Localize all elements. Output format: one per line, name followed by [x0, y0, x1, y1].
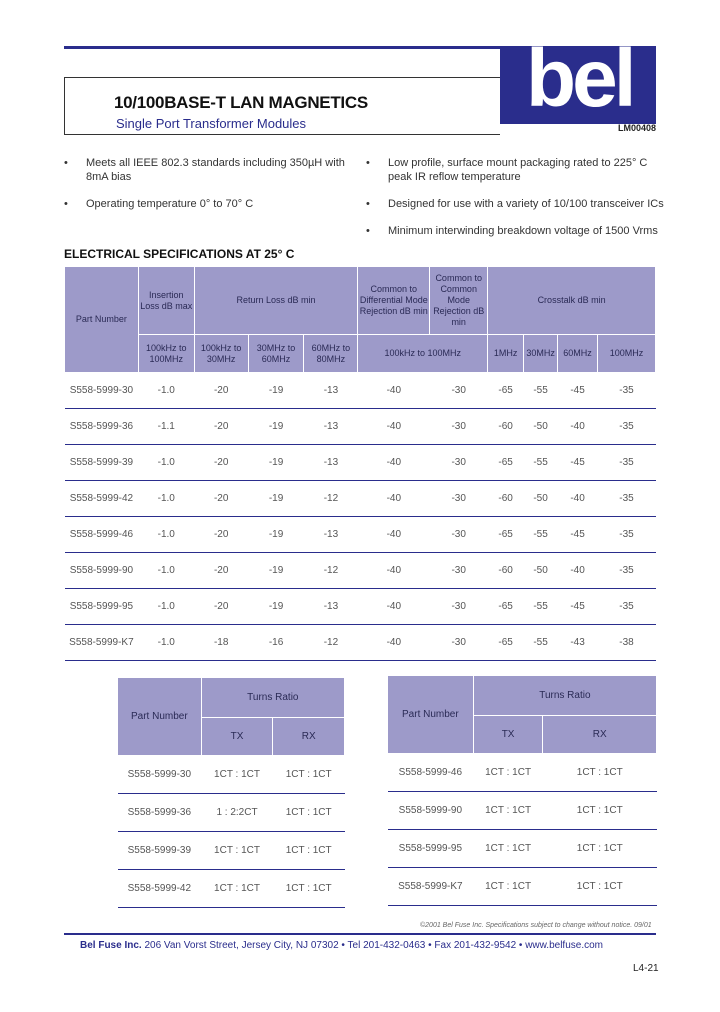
- value-cell: -30: [430, 625, 488, 661]
- value-cell: -65: [488, 625, 524, 661]
- sub-header: 30MHz: [524, 335, 558, 373]
- value-cell: -1.0: [138, 625, 194, 661]
- value-cell: -40: [358, 625, 430, 661]
- page-title: 10/100BASE-T LAN MAGNETICS: [114, 93, 368, 112]
- header-turns-ratio: Turns Ratio: [201, 678, 344, 718]
- footer-contact: [80, 940, 603, 951]
- value-cell: 1CT : 1CT: [273, 756, 345, 794]
- value-cell: -1.0: [138, 481, 194, 517]
- value-cell: -12: [304, 625, 358, 661]
- value-cell: -13: [304, 409, 358, 445]
- value-cell: -40: [358, 445, 430, 481]
- value-cell: -19: [248, 553, 304, 589]
- value-cell: -55: [524, 589, 558, 625]
- value-cell: -55: [524, 373, 558, 409]
- value-cell: -50: [524, 481, 558, 517]
- value-cell: -45: [558, 517, 598, 553]
- value-cell: -30: [430, 409, 488, 445]
- value-cell: -35: [598, 373, 656, 409]
- feature-item: • Meets all IEEE 802.3 standards including 350µH with 8mA bias: [64, 156, 354, 184]
- value-cell: -50: [524, 409, 558, 445]
- value-cell: -19: [248, 409, 304, 445]
- page-subtitle: Single Port Transformer Modules: [116, 116, 307, 131]
- value-cell: -38: [598, 625, 656, 661]
- logo-text: bel: [526, 33, 633, 124]
- table-row: [388, 754, 657, 792]
- value-cell: -13: [304, 517, 358, 553]
- value-cell: -18: [194, 625, 248, 661]
- value-cell: -40: [558, 553, 598, 589]
- value-cell: 1 : 2:2CT: [201, 794, 273, 832]
- value-cell: -35: [598, 481, 656, 517]
- value-cell: -40: [558, 481, 598, 517]
- feature-item: • Low profile, surface mount packaging rated to 225° C peak IR reflow temperature: [366, 156, 666, 184]
- value-cell: -60: [488, 481, 524, 517]
- page-number: L4-21: [633, 963, 659, 974]
- value-cell: -55: [524, 625, 558, 661]
- value-cell: -50: [524, 553, 558, 589]
- part-number-cell: S558-5999-39: [65, 445, 139, 481]
- value-cell: 1CT : 1CT: [473, 754, 543, 792]
- value-cell: -45: [558, 445, 598, 481]
- header-part-number: Part Number: [118, 678, 202, 756]
- header-return-loss: Return Loss dB min: [194, 267, 358, 335]
- value-cell: 1CT : 1CT: [543, 868, 657, 906]
- sub-header: 100kHz to 100MHz: [358, 335, 488, 373]
- value-cell: -40: [358, 373, 430, 409]
- header-part-number: Part Number: [388, 676, 474, 754]
- value-cell: -55: [524, 445, 558, 481]
- part-number-cell: S558-5999-42: [118, 870, 202, 908]
- value-cell: 1CT : 1CT: [201, 870, 273, 908]
- value-cell: -30: [430, 589, 488, 625]
- value-cell: -60: [488, 409, 524, 445]
- table-row: [65, 589, 656, 625]
- part-number-cell: S558-5999-30: [118, 756, 202, 794]
- value-cell: -35: [598, 409, 656, 445]
- value-cell: -13: [304, 445, 358, 481]
- value-cell: -55: [524, 517, 558, 553]
- value-cell: -12: [304, 553, 358, 589]
- document-code: LM00408: [618, 123, 657, 133]
- header-part-number: Part Number: [65, 267, 139, 373]
- header-tx: TX: [473, 716, 543, 754]
- features-left: [64, 156, 354, 224]
- turns-ratio-table-left: [117, 677, 345, 908]
- sub-header: 100MHz: [598, 335, 656, 373]
- value-cell: -19: [248, 517, 304, 553]
- value-cell: 1CT : 1CT: [473, 868, 543, 906]
- table-row: [388, 792, 657, 830]
- table-row: [65, 625, 656, 661]
- sub-header: 60MHz: [558, 335, 598, 373]
- header-cm-dm-rejection: Common to Differential Mode Rejection dB min: [358, 267, 430, 335]
- value-cell: -20: [194, 445, 248, 481]
- table-row: [388, 830, 657, 868]
- value-cell: -19: [248, 445, 304, 481]
- value-cell: 1CT : 1CT: [473, 792, 543, 830]
- value-cell: -45: [558, 373, 598, 409]
- table-row: [118, 756, 345, 794]
- value-cell: 1CT : 1CT: [473, 830, 543, 868]
- electrical-spec-table: [64, 266, 656, 661]
- value-cell: -1.0: [138, 373, 194, 409]
- part-number-cell: S558-5999-K7: [65, 625, 139, 661]
- table-row: [65, 409, 656, 445]
- company-name: Bel Fuse Inc.: [80, 940, 142, 951]
- header-crosstalk: Crosstalk dB min: [488, 267, 656, 335]
- value-cell: -35: [598, 589, 656, 625]
- value-cell: 1CT : 1CT: [543, 754, 657, 792]
- value-cell: -35: [598, 445, 656, 481]
- header-rx: RX: [543, 716, 657, 754]
- copyright-note: ©2001 Bel Fuse Inc. Specifications subject to change without notice. 09/01: [420, 922, 652, 929]
- header-tx: TX: [201, 718, 273, 756]
- value-cell: -35: [598, 553, 656, 589]
- value-cell: -20: [194, 373, 248, 409]
- value-cell: -30: [430, 481, 488, 517]
- header-insertion-loss: Insertion Loss dB max: [138, 267, 194, 335]
- value-cell: -20: [194, 553, 248, 589]
- section-title: ELECTRICAL SPECIFICATIONS AT 25° C: [64, 247, 295, 261]
- sub-header: 1MHz: [488, 335, 524, 373]
- value-cell: -19: [248, 481, 304, 517]
- value-cell: -40: [358, 517, 430, 553]
- value-cell: 1CT : 1CT: [543, 830, 657, 868]
- value-cell: 1CT : 1CT: [543, 792, 657, 830]
- value-cell: 1CT : 1CT: [273, 794, 345, 832]
- value-cell: -19: [248, 589, 304, 625]
- part-number-cell: S558-5999-90: [65, 553, 139, 589]
- value-cell: -1.0: [138, 445, 194, 481]
- feature-item: • Operating temperature 0° to 70° C: [64, 197, 354, 211]
- value-cell: -30: [430, 373, 488, 409]
- value-cell: -1.0: [138, 589, 194, 625]
- value-cell: -12: [304, 481, 358, 517]
- part-number-cell: S558-5999-42: [65, 481, 139, 517]
- features-right: [366, 156, 666, 251]
- value-cell: -45: [558, 589, 598, 625]
- part-number-cell: S558-5999-39: [118, 832, 202, 870]
- part-number-cell: S558-5999-36: [118, 794, 202, 832]
- feature-item: • Minimum interwinding breakdown voltage of 1500 Vrms: [366, 224, 666, 238]
- value-cell: -60: [488, 553, 524, 589]
- table-row: [65, 445, 656, 481]
- table-row: [118, 870, 345, 908]
- value-cell: -20: [194, 409, 248, 445]
- value-cell: -20: [194, 517, 248, 553]
- value-cell: -65: [488, 445, 524, 481]
- table-row: [118, 832, 345, 870]
- value-cell: -40: [358, 553, 430, 589]
- header-cm-cm-rejection: Common to Common Mode Rejection dB min: [430, 267, 488, 335]
- value-cell: 1CT : 1CT: [201, 832, 273, 870]
- turns-ratio-table-right: [387, 675, 657, 906]
- value-cell: -19: [248, 373, 304, 409]
- table-row: [65, 517, 656, 553]
- value-cell: -30: [430, 553, 488, 589]
- value-cell: -1.0: [138, 553, 194, 589]
- value-cell: -13: [304, 589, 358, 625]
- value-cell: -40: [358, 481, 430, 517]
- value-cell: -20: [194, 481, 248, 517]
- value-cell: 1CT : 1CT: [273, 870, 345, 908]
- sub-header: 30MHz to 60MHz: [248, 335, 304, 373]
- sub-header: 100kHz to 100MHz: [138, 335, 194, 373]
- sub-header: 60MHz to 80MHz: [304, 335, 358, 373]
- value-cell: -1.0: [138, 517, 194, 553]
- part-number-cell: S558-5999-K7: [388, 868, 474, 906]
- part-number-cell: S558-5999-46: [388, 754, 474, 792]
- value-cell: -13: [304, 373, 358, 409]
- header-rx: RX: [273, 718, 345, 756]
- part-number-cell: S558-5999-30: [65, 373, 139, 409]
- company-address: 206 Van Vorst Street, Jersey City, NJ 07302 • Tel 201-432-0463 • Fax 201-432-9542 • www.belfuse.com: [144, 940, 603, 951]
- value-cell: -20: [194, 589, 248, 625]
- value-cell: 1CT : 1CT: [201, 756, 273, 794]
- table-row: [388, 868, 657, 906]
- bel-logo: [500, 33, 656, 124]
- value-cell: -65: [488, 517, 524, 553]
- value-cell: -40: [358, 409, 430, 445]
- part-number-cell: S558-5999-95: [65, 589, 139, 625]
- part-number-cell: S558-5999-95: [388, 830, 474, 868]
- bottom-rule: [64, 933, 656, 935]
- value-cell: -40: [558, 409, 598, 445]
- value-cell: -16: [248, 625, 304, 661]
- table-row: [65, 553, 656, 589]
- value-cell: -1.1: [138, 409, 194, 445]
- table-row: [65, 481, 656, 517]
- value-cell: -43: [558, 625, 598, 661]
- value-cell: -65: [488, 373, 524, 409]
- feature-item: • Designed for use with a variety of 10/100 transceiver ICs: [366, 197, 666, 211]
- value-cell: -30: [430, 517, 488, 553]
- table-row: [118, 794, 345, 832]
- header-turns-ratio: Turns Ratio: [473, 676, 656, 716]
- table-row: [65, 373, 656, 409]
- part-number-cell: S558-5999-90: [388, 792, 474, 830]
- value-cell: 1CT : 1CT: [273, 832, 345, 870]
- value-cell: -35: [598, 517, 656, 553]
- value-cell: -40: [358, 589, 430, 625]
- part-number-cell: S558-5999-36: [65, 409, 139, 445]
- value-cell: -65: [488, 589, 524, 625]
- sub-header: 100kHz to 30MHz: [194, 335, 248, 373]
- value-cell: -30: [430, 445, 488, 481]
- part-number-cell: S558-5999-46: [65, 517, 139, 553]
